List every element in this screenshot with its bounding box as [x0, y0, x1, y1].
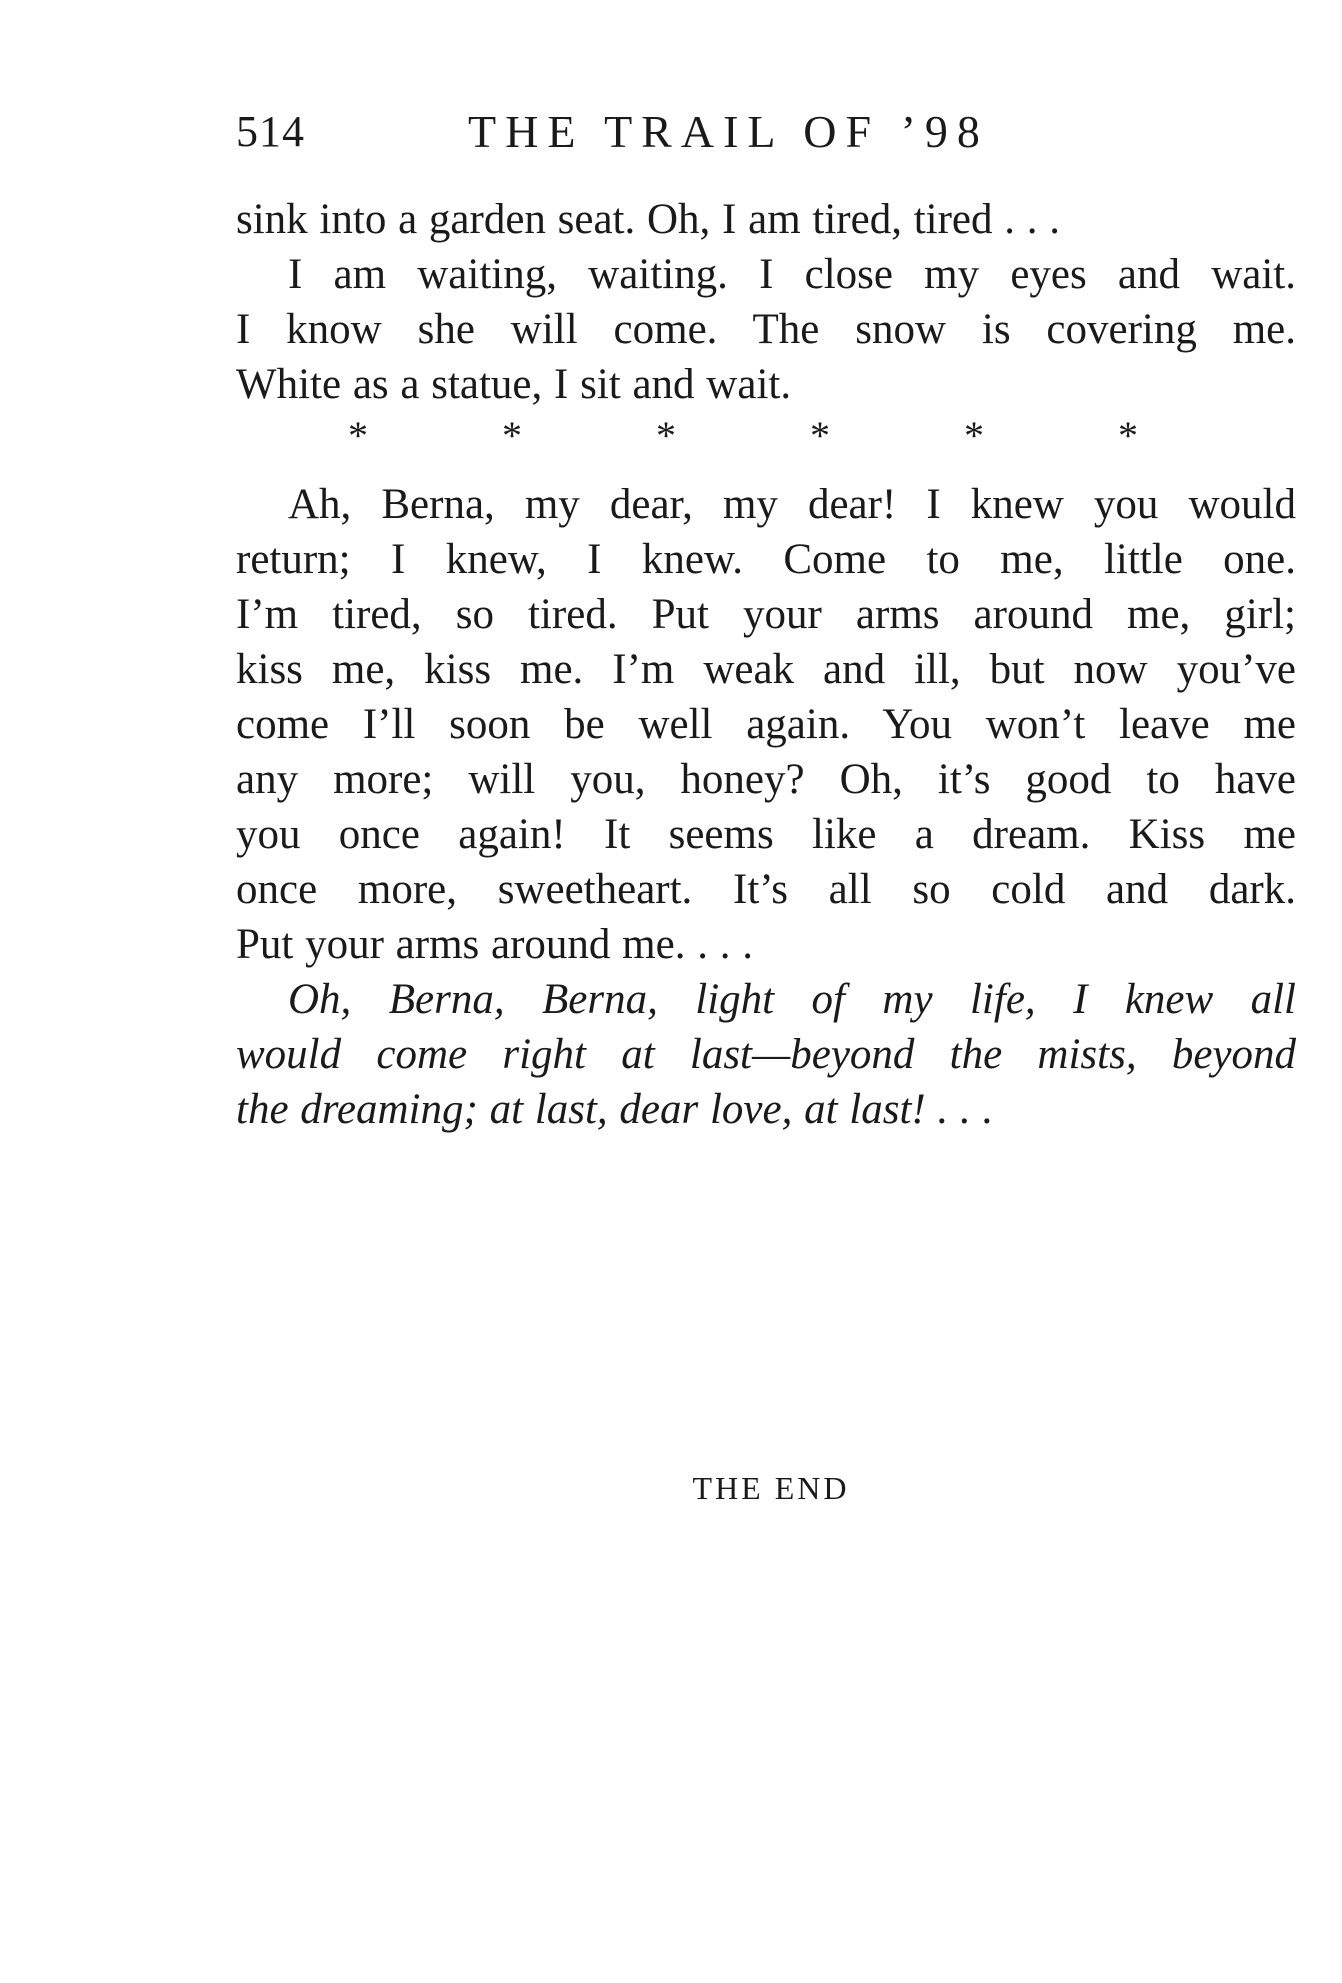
the-end-label: THE END — [692, 1470, 850, 1506]
paragraph-4 — [236, 972, 1296, 1137]
asterisk: * — [656, 413, 676, 458]
page-number: 514 — [236, 107, 305, 156]
text-line: return; I knew, I knew. Come to me, little one. — [236, 536, 1296, 583]
text-line: Put your arms around me. . . . — [236, 921, 753, 968]
text-line: I am waiting, waiting. I close my eyes and wait. — [288, 251, 1296, 298]
text-line: come I’ll soon be well again. You won’t leave me — [236, 701, 1296, 748]
text-line: any more; will you, honey? Oh, it’s good to have — [236, 756, 1296, 803]
text-line: sink into a garden seat. Oh, I am tired, tired . . . — [236, 196, 1061, 243]
paragraph-2 — [236, 247, 1296, 412]
text-line: I know she will come. The snow is covering me. — [236, 306, 1296, 353]
asterisk: * — [810, 413, 830, 458]
running-head — [236, 102, 1296, 162]
text-line: I’m tired, so tired. Put your arms around me, girl; — [236, 591, 1296, 638]
the-end-colophon — [0, 1468, 1342, 1508]
section-break — [236, 408, 1296, 463]
text-line: would come right at last—beyond the mists, beyond — [236, 1031, 1296, 1078]
text-line: once more, sweetheart. It’s all so cold and dark. — [236, 866, 1296, 913]
text-line: Oh, Berna, Berna, light of my life, I knew all — [288, 976, 1296, 1023]
paragraph-1 — [236, 192, 1296, 247]
text-line: the dreaming; at last, dear love, at last! . . . — [236, 1086, 994, 1133]
text-line: Ah, Berna, my dear, my dear! I knew you would — [288, 481, 1296, 528]
body-text — [236, 192, 1296, 1137]
asterisk: * — [348, 413, 368, 458]
text-line: kiss me, kiss me. I’m weak and ill, but now you’ve — [236, 646, 1296, 693]
asterisk: * — [1118, 413, 1138, 458]
asterisk: * — [964, 413, 984, 458]
book-title: THE TRAIL OF ’98 — [468, 106, 989, 157]
paragraph-3 — [236, 477, 1296, 972]
text-line: White as a statue, I sit and wait. — [236, 361, 792, 408]
text-line: you once again! It seems like a dream. Kiss me — [236, 811, 1296, 858]
asterisk: * — [502, 413, 522, 458]
